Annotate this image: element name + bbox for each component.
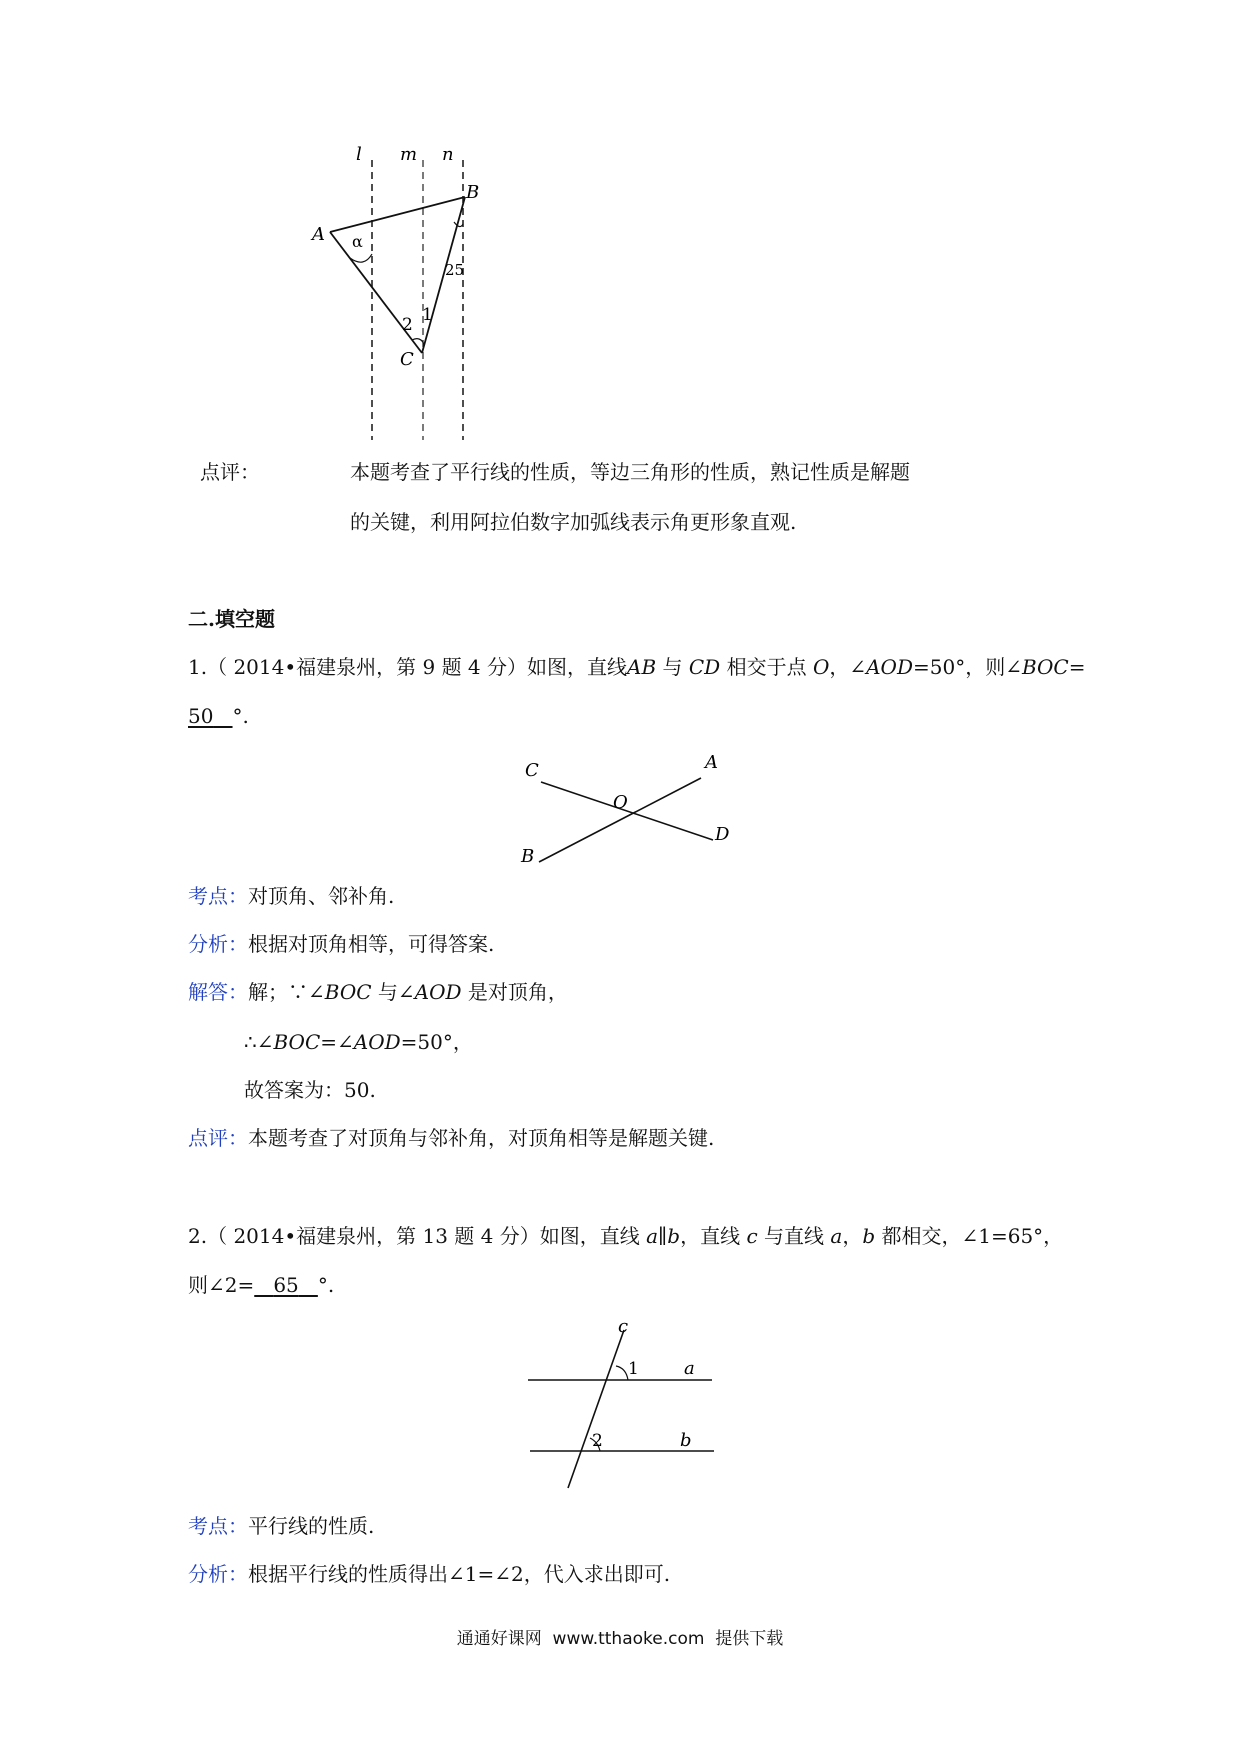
q1-jieda-2e: =50°，: [400, 1030, 473, 1054]
q1-suffix: °.: [232, 704, 249, 728]
q1-jieda: [188, 978, 568, 1006]
q2-fenxi: [188, 1560, 670, 1588]
intersecting-lines-figure: [505, 740, 745, 870]
q1-jieda-2a: ∴∠: [244, 1030, 274, 1054]
label-b: b: [680, 1430, 692, 1451]
page-footer: 通通好课网 www.tthaoke.com 提供下载: [456, 1629, 784, 1649]
q2-a1: a: [646, 1224, 659, 1248]
label-2: 2: [402, 315, 413, 335]
q1-cd: CD: [688, 655, 721, 679]
q1-kaodian-label: 考点：: [188, 884, 248, 908]
section-title: 二.填空题: [188, 607, 275, 631]
q1-boc: BOC: [1021, 655, 1069, 679]
q2-c1: c: [746, 1224, 758, 1248]
q2-answer-pad-left: [254, 1273, 273, 1297]
label-C: C: [525, 760, 539, 781]
q2-b1: b: [667, 1224, 681, 1248]
q1-jieda-1b: BOC: [324, 980, 372, 1004]
q2-mid2: 与直线: [757, 1224, 831, 1248]
q2-line2-prefix: 则∠2=: [188, 1273, 255, 1297]
q2-answer-pad-right: [299, 1273, 318, 1297]
q2-mid1: ，直线: [680, 1224, 747, 1248]
q1-mid2: 相交于点: [720, 655, 813, 679]
q1-jieda-1e: 是对顶角，: [461, 980, 568, 1004]
q1-answer: 50: [188, 704, 214, 728]
q1-kaodian: [188, 882, 394, 910]
q1-fenxi: [188, 930, 494, 958]
side-ab: [330, 197, 465, 232]
q2-kaodian-label: 考点：: [188, 1514, 248, 1538]
q2-statement: [188, 1222, 1063, 1250]
label-D: D: [715, 824, 730, 845]
q1-prefix: 1.（ 2014•福建泉州，第 9 题 4 分）如图，直线: [188, 655, 628, 679]
label-A: A: [312, 224, 325, 245]
q2-kaodian-text: 平行线的性质.: [248, 1514, 375, 1538]
q1-jieda-1a: 解；∵∠: [248, 980, 325, 1004]
q1-fenxi-label: 分析：: [188, 932, 248, 956]
q1-ab: AB: [627, 655, 657, 679]
q2-answer: 65: [273, 1273, 299, 1297]
label-l: l: [356, 144, 362, 165]
comment-top-label: 点评：: [200, 460, 260, 484]
q1-jieda-line3: 故答案为：50.: [244, 1078, 376, 1102]
q1-dianping-text: 本题考查了对顶角与邻补角，对顶角相等是解题关键.: [248, 1126, 715, 1150]
label-c: c: [618, 1316, 629, 1337]
q2-a2: a: [830, 1224, 843, 1248]
q2-suffix: °.: [317, 1273, 335, 1297]
label-B: B: [521, 846, 535, 867]
q1-o: O: [812, 655, 830, 679]
q2-fenxi-text: 根据平行线的性质得出∠1=∠2，代入求出即可.: [248, 1562, 671, 1586]
label-A: A: [705, 752, 718, 773]
q1-jieda-1c: 与∠: [371, 980, 415, 1004]
q1-jieda-2d: AOD: [353, 1030, 401, 1054]
angle-alpha-arc: [350, 254, 372, 262]
label-m: m: [400, 144, 418, 165]
parallel-lines-transversal-figure: [520, 1318, 730, 1498]
q1-statement: [188, 653, 1086, 681]
line-c: [568, 1330, 624, 1488]
q1-mid3: ，∠: [829, 655, 867, 679]
comment-top-line1: 本题考查了平行线的性质，等边三角形的性质，熟记性质是解题: [350, 460, 910, 484]
q1-kaodian-text: 对顶角、邻补角.: [248, 884, 395, 908]
q1-dianping-label: 点评：: [188, 1126, 248, 1150]
label-alpha: α: [352, 232, 363, 251]
line-ab: [539, 778, 701, 862]
label-B: B: [466, 182, 480, 203]
angle-1-arc: [616, 1366, 628, 1380]
q1-fenxi-text: 根据对顶角相等，可得答案.: [248, 932, 495, 956]
q1-mid4: =50°，则∠: [912, 655, 1022, 679]
label-n: n: [442, 144, 454, 165]
q1-aod: AOD: [866, 655, 913, 679]
label-2: 2: [592, 1431, 603, 1451]
q1-jieda-label: 解答：: [188, 980, 248, 1004]
label-C: C: [400, 349, 414, 370]
label-1: 1: [628, 1359, 639, 1379]
q2-answer-line: [188, 1271, 334, 1299]
triangle-parallel-lines-figure: [312, 144, 550, 440]
q1-dianping: [188, 1124, 714, 1152]
q1-jieda-2b: BOC: [273, 1030, 321, 1054]
q1-answer-pad: [213, 704, 232, 728]
q2-prefix: 2.（ 2014•福建泉州，第 13 题 4 分）如图，直线: [188, 1224, 647, 1248]
q2-fenxi-label: 分析：: [188, 1562, 248, 1586]
q2-comma: ，: [842, 1224, 863, 1248]
label-O: O: [613, 792, 628, 813]
q1-jieda-2c: =∠: [320, 1030, 354, 1054]
label-25: 25: [445, 261, 465, 279]
label-a: a: [684, 1358, 695, 1379]
q2-kaodian: [188, 1512, 374, 1540]
q1-answer-line: [188, 702, 249, 730]
q2-b2: b: [862, 1224, 876, 1248]
q1-jieda-line2: [244, 1028, 473, 1056]
q1-jieda-1d: AOD: [414, 980, 462, 1004]
comment-top-line2: 的关键，利用阿拉伯数字加弧线表示角更形象直观.: [350, 510, 797, 534]
label-1: 1: [422, 305, 433, 325]
q1-mid5: =: [1068, 655, 1086, 679]
q2-par: ∥: [658, 1224, 668, 1248]
q1-mid1: 与: [656, 655, 689, 679]
q2-mid3: 都相交，∠1=65°，: [875, 1224, 1064, 1248]
